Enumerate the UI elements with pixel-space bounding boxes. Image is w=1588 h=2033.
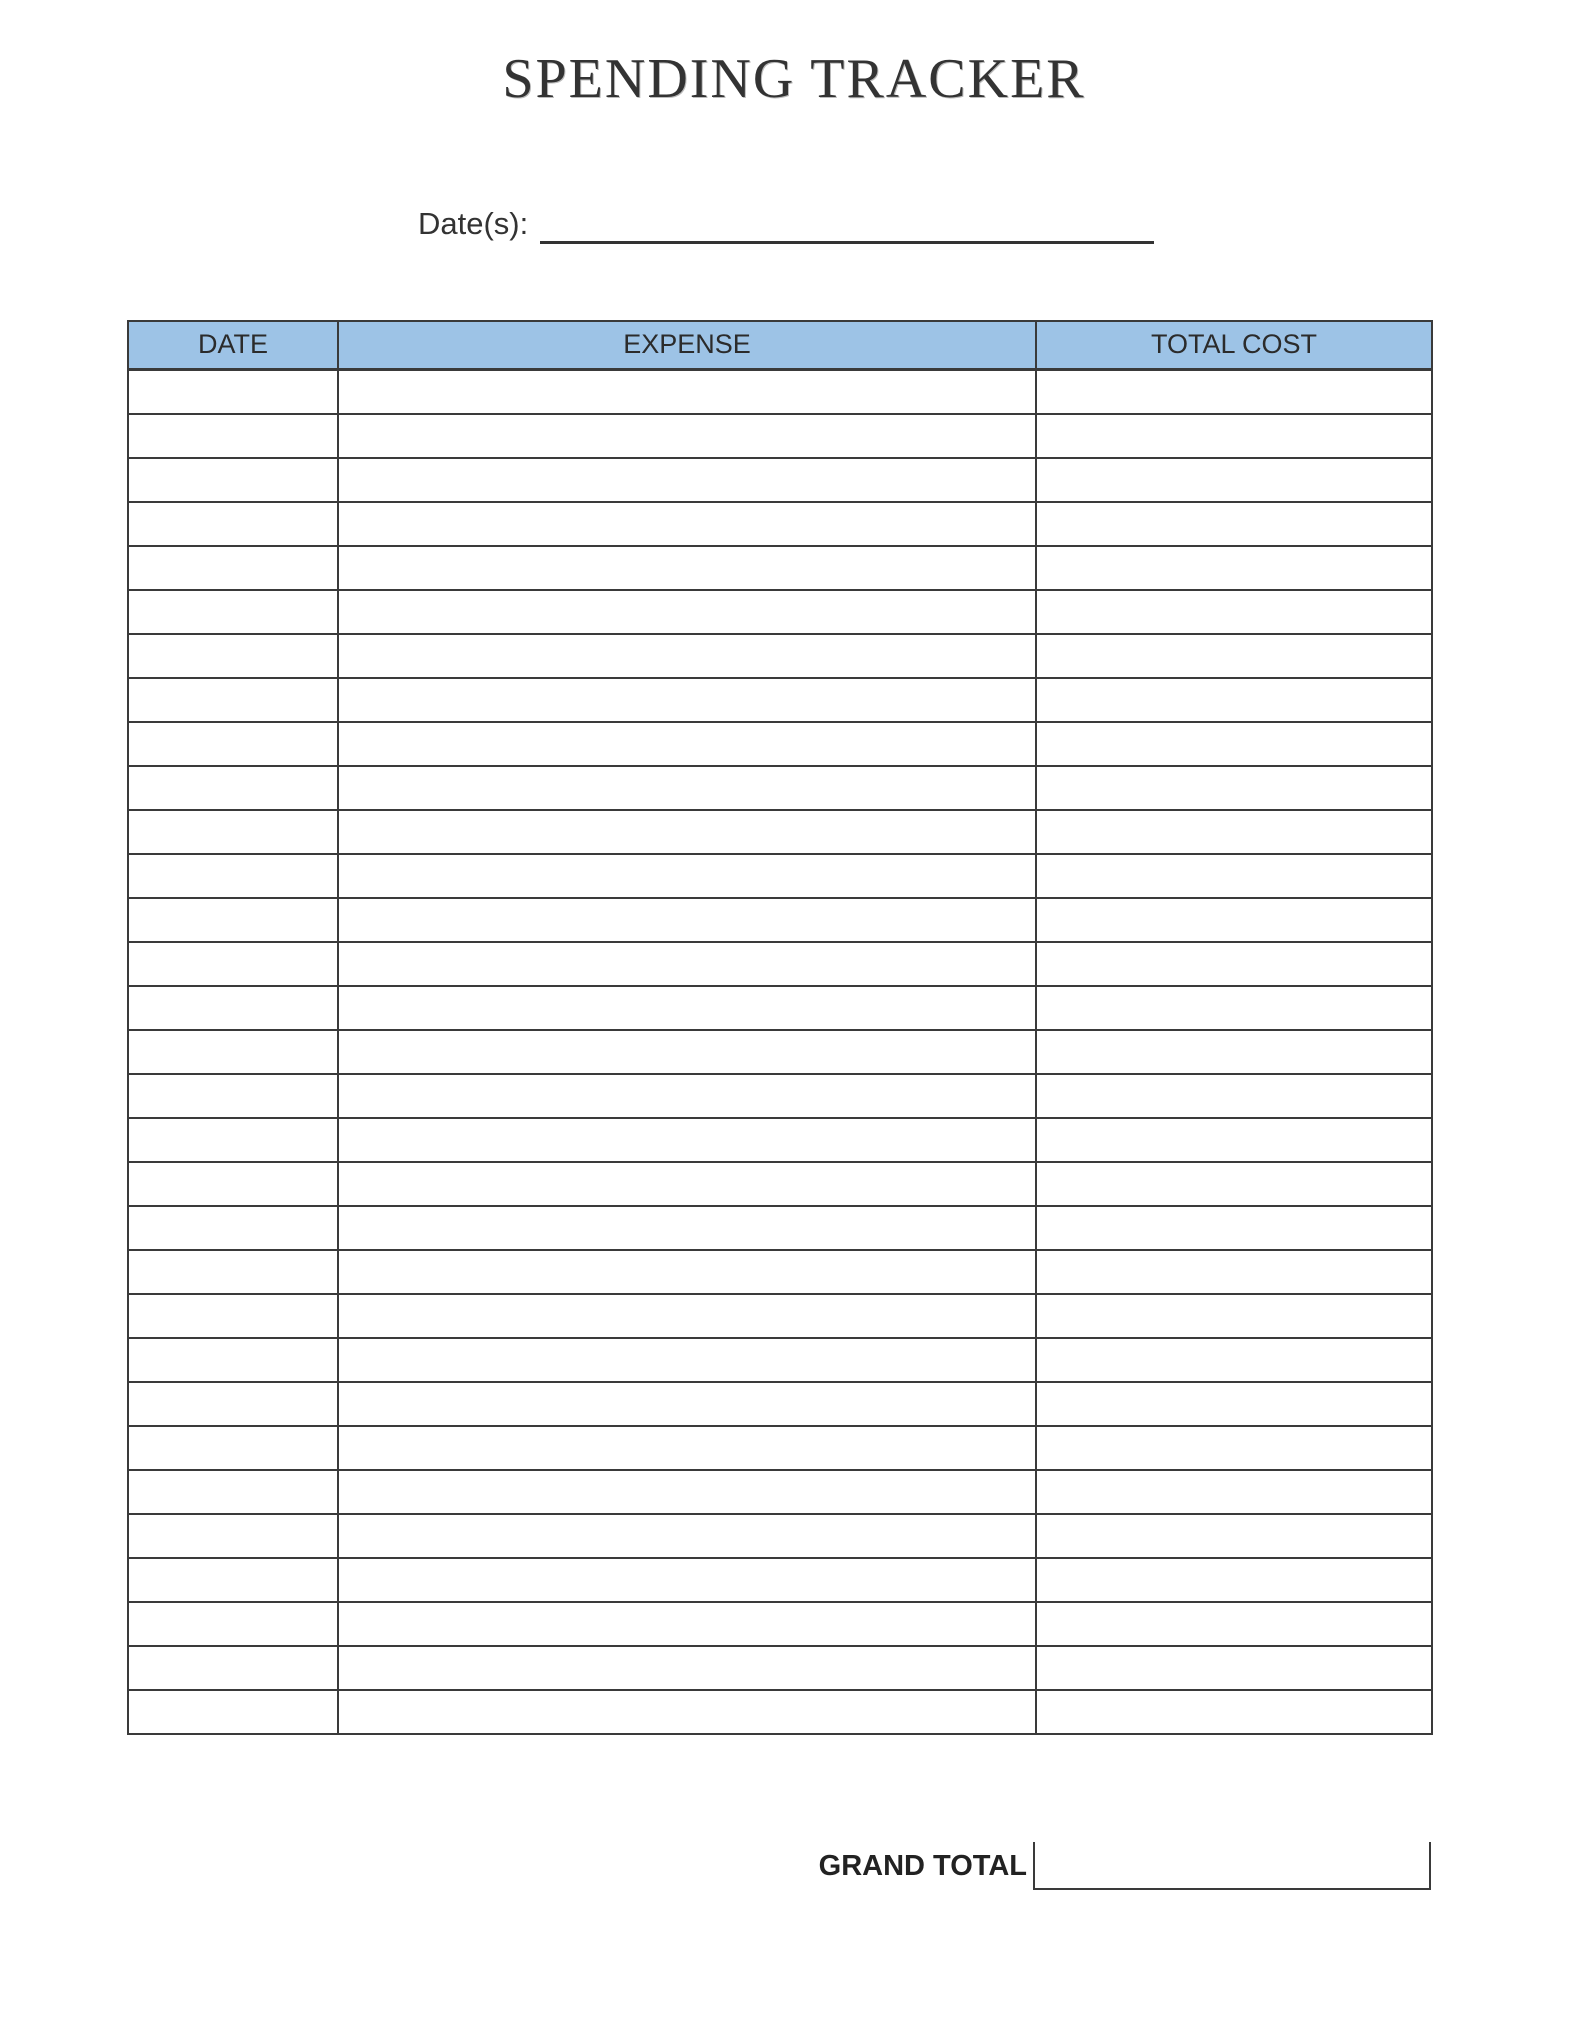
date-cell-content bbox=[129, 371, 337, 413]
table-row bbox=[128, 1382, 1432, 1426]
table-row bbox=[128, 1470, 1432, 1514]
date-cell-content bbox=[129, 723, 337, 765]
total-cost-cell[interactable] bbox=[1036, 1162, 1432, 1206]
table-row bbox=[128, 1162, 1432, 1206]
table-row bbox=[128, 1514, 1432, 1558]
expense-cell-content bbox=[339, 1295, 1035, 1337]
date-cell[interactable] bbox=[128, 1602, 338, 1646]
expense-cell-content bbox=[339, 723, 1035, 765]
expense-cell[interactable] bbox=[338, 590, 1036, 634]
expense-cell-content bbox=[339, 811, 1035, 853]
table-row bbox=[128, 414, 1432, 458]
table-row bbox=[128, 369, 1432, 414]
date-input[interactable] bbox=[540, 208, 1154, 244]
total-cost-cell[interactable] bbox=[1036, 502, 1432, 546]
table-row bbox=[128, 1074, 1432, 1118]
table-row bbox=[128, 986, 1432, 1030]
total-cost-cell-content bbox=[1037, 943, 1431, 985]
total-cost-cell-content bbox=[1037, 415, 1431, 457]
total-cost-cell[interactable] bbox=[1036, 590, 1432, 634]
total-cost-cell[interactable] bbox=[1036, 898, 1432, 942]
expense-cell[interactable] bbox=[338, 1030, 1036, 1074]
expense-cell-content bbox=[339, 1251, 1035, 1293]
total-cost-cell-content bbox=[1037, 1251, 1431, 1293]
expense-cell[interactable] bbox=[338, 414, 1036, 458]
expense-cell[interactable] bbox=[338, 1426, 1036, 1470]
expense-cell-content bbox=[339, 1119, 1035, 1161]
date-cell[interactable] bbox=[128, 942, 338, 986]
expense-cell[interactable] bbox=[338, 1294, 1036, 1338]
expense-cell[interactable] bbox=[338, 986, 1036, 1030]
date-cell-content bbox=[129, 987, 337, 1029]
table-header-row bbox=[128, 321, 1432, 369]
total-cost-cell[interactable] bbox=[1036, 546, 1432, 590]
total-cost-cell[interactable] bbox=[1036, 1690, 1432, 1734]
date-cell-content bbox=[129, 1603, 337, 1645]
date-cell[interactable] bbox=[128, 1558, 338, 1602]
page-title: SPENDING TRACKER bbox=[502, 48, 1086, 110]
table-row bbox=[128, 810, 1432, 854]
total-cost-cell-content bbox=[1037, 767, 1431, 809]
date-cell-content bbox=[129, 635, 337, 677]
date-cell[interactable] bbox=[128, 722, 338, 766]
total-cost-cell-content bbox=[1037, 1427, 1431, 1469]
date-cell[interactable] bbox=[128, 986, 338, 1030]
total-cost-cell-content bbox=[1037, 899, 1431, 941]
expense-cell-content bbox=[339, 987, 1035, 1029]
expense-cell[interactable] bbox=[338, 369, 1036, 414]
date-cell[interactable] bbox=[128, 369, 338, 414]
table-row bbox=[128, 898, 1432, 942]
date-cell[interactable] bbox=[128, 458, 338, 502]
expense-cell[interactable] bbox=[338, 1118, 1036, 1162]
table-row bbox=[128, 590, 1432, 634]
date-cell[interactable] bbox=[128, 766, 338, 810]
expense-cell-content bbox=[339, 635, 1035, 677]
expense-cell-content bbox=[339, 1163, 1035, 1205]
expense-cell-content bbox=[339, 371, 1035, 413]
table-row bbox=[128, 766, 1432, 810]
expense-cell[interactable] bbox=[338, 898, 1036, 942]
date-cell-content bbox=[129, 1515, 337, 1557]
total-cost-cell-content bbox=[1037, 1603, 1431, 1645]
column-header-total-cost: TOTAL COST bbox=[1036, 321, 1432, 369]
total-cost-cell-content bbox=[1037, 723, 1431, 765]
table-row bbox=[128, 722, 1432, 766]
total-cost-cell[interactable] bbox=[1036, 1426, 1432, 1470]
table-row bbox=[128, 502, 1432, 546]
date-cell-content bbox=[129, 1295, 337, 1337]
table-row bbox=[128, 1206, 1432, 1250]
total-cost-cell-content bbox=[1037, 1691, 1431, 1733]
total-cost-cell-content bbox=[1037, 855, 1431, 897]
total-cost-cell[interactable] bbox=[1036, 678, 1432, 722]
total-cost-cell-content bbox=[1037, 1383, 1431, 1425]
total-cost-cell[interactable] bbox=[1036, 1074, 1432, 1118]
table-row bbox=[128, 1690, 1432, 1734]
expense-cell[interactable] bbox=[338, 1470, 1036, 1514]
date-cell[interactable] bbox=[128, 898, 338, 942]
expense-cell-content bbox=[339, 1559, 1035, 1601]
total-cost-cell[interactable] bbox=[1036, 634, 1432, 678]
expense-cell[interactable] bbox=[338, 1602, 1036, 1646]
table-row bbox=[128, 854, 1432, 898]
date-cell[interactable] bbox=[128, 1338, 338, 1382]
total-cost-cell-content bbox=[1037, 1031, 1431, 1073]
expense-cell[interactable] bbox=[338, 1338, 1036, 1382]
table-row bbox=[128, 1030, 1432, 1074]
date-cell-content bbox=[129, 1691, 337, 1733]
total-cost-cell[interactable] bbox=[1036, 1030, 1432, 1074]
expense-cell[interactable] bbox=[338, 1206, 1036, 1250]
grand-total-row bbox=[127, 1842, 1431, 1890]
table-row bbox=[128, 1602, 1432, 1646]
date-cell[interactable] bbox=[128, 1646, 338, 1690]
table-row bbox=[128, 546, 1432, 590]
total-cost-cell-content bbox=[1037, 1515, 1431, 1557]
date-cell-content bbox=[129, 591, 337, 633]
date-cell[interactable] bbox=[128, 810, 338, 854]
expense-cell-content bbox=[339, 1207, 1035, 1249]
date-cell[interactable] bbox=[128, 1426, 338, 1470]
grand-total-field[interactable] bbox=[1033, 1842, 1431, 1890]
date-cell-content bbox=[129, 1383, 337, 1425]
date-cell[interactable] bbox=[128, 1294, 338, 1338]
total-cost-cell[interactable] bbox=[1036, 1646, 1432, 1690]
column-header-date: DATE bbox=[128, 321, 338, 369]
date-cell[interactable] bbox=[128, 414, 338, 458]
table-row bbox=[128, 458, 1432, 502]
total-cost-cell[interactable] bbox=[1036, 1602, 1432, 1646]
total-cost-cell-content bbox=[1037, 1119, 1431, 1161]
expense-cell-content bbox=[339, 1471, 1035, 1513]
expense-cell-content bbox=[339, 855, 1035, 897]
date-cell-content bbox=[129, 943, 337, 985]
table-row bbox=[128, 634, 1432, 678]
expense-cell-content bbox=[339, 1383, 1035, 1425]
date-cell[interactable] bbox=[128, 1250, 338, 1294]
total-cost-cell-content bbox=[1037, 371, 1431, 413]
date-cell-content bbox=[129, 1471, 337, 1513]
date-cell-content bbox=[129, 459, 337, 501]
table-row bbox=[128, 1118, 1432, 1162]
table-row bbox=[128, 1558, 1432, 1602]
expense-cell[interactable] bbox=[338, 546, 1036, 590]
total-cost-cell[interactable] bbox=[1036, 1294, 1432, 1338]
expense-cell-content bbox=[339, 899, 1035, 941]
date-cell-content bbox=[129, 1559, 337, 1601]
date-label: Date(s): bbox=[418, 206, 529, 241]
total-cost-cell-content bbox=[1037, 1295, 1431, 1337]
date-cell[interactable] bbox=[128, 1470, 338, 1514]
expense-cell-content bbox=[339, 547, 1035, 589]
date-cell-content bbox=[129, 415, 337, 457]
total-cost-cell[interactable] bbox=[1036, 458, 1432, 502]
total-cost-cell[interactable] bbox=[1036, 766, 1432, 810]
total-cost-cell-content bbox=[1037, 1207, 1431, 1249]
date-cell-content bbox=[129, 811, 337, 853]
expense-cell-content bbox=[339, 591, 1035, 633]
expense-cell[interactable] bbox=[338, 678, 1036, 722]
expense-cell[interactable] bbox=[338, 1690, 1036, 1734]
total-cost-cell-content bbox=[1037, 1339, 1431, 1381]
date-cell[interactable] bbox=[128, 678, 338, 722]
expense-cell-content bbox=[339, 1427, 1035, 1469]
table-row bbox=[128, 1294, 1432, 1338]
date-cell[interactable] bbox=[128, 1118, 338, 1162]
total-cost-cell[interactable] bbox=[1036, 942, 1432, 986]
expense-cell[interactable] bbox=[338, 1074, 1036, 1118]
expense-cell[interactable] bbox=[338, 1558, 1036, 1602]
total-cost-cell-content bbox=[1037, 591, 1431, 633]
total-cost-cell-content bbox=[1037, 1559, 1431, 1601]
table-body bbox=[128, 369, 1432, 1734]
date-cell[interactable] bbox=[128, 1074, 338, 1118]
total-cost-cell[interactable] bbox=[1036, 1118, 1432, 1162]
expense-cell-content bbox=[339, 1691, 1035, 1733]
expense-cell-content bbox=[339, 1075, 1035, 1117]
date-cell[interactable] bbox=[128, 1206, 338, 1250]
total-cost-cell[interactable] bbox=[1036, 1558, 1432, 1602]
expense-cell[interactable] bbox=[338, 458, 1036, 502]
total-cost-cell[interactable] bbox=[1036, 1250, 1432, 1294]
total-cost-cell-content bbox=[1037, 679, 1431, 721]
expense-cell[interactable] bbox=[338, 854, 1036, 898]
total-cost-cell[interactable] bbox=[1036, 369, 1432, 414]
date-cell[interactable] bbox=[128, 854, 338, 898]
expense-cell[interactable] bbox=[338, 810, 1036, 854]
column-header-expense: EXPENSE bbox=[338, 321, 1036, 369]
date-cell-content bbox=[129, 899, 337, 941]
total-cost-cell[interactable] bbox=[1036, 854, 1432, 898]
total-cost-cell-content bbox=[1037, 987, 1431, 1029]
expense-cell-content bbox=[339, 679, 1035, 721]
expense-cell-content bbox=[339, 767, 1035, 809]
total-cost-cell[interactable] bbox=[1036, 1514, 1432, 1558]
date-cell-content bbox=[129, 1207, 337, 1249]
total-cost-cell[interactable] bbox=[1036, 1382, 1432, 1426]
expense-cell-content bbox=[339, 459, 1035, 501]
date-range-field bbox=[418, 200, 1154, 244]
date-cell-content bbox=[129, 1647, 337, 1689]
total-cost-cell[interactable] bbox=[1036, 722, 1432, 766]
total-cost-cell[interactable] bbox=[1036, 1470, 1432, 1514]
total-cost-cell[interactable] bbox=[1036, 1206, 1432, 1250]
expense-cell[interactable] bbox=[338, 1250, 1036, 1294]
date-cell[interactable] bbox=[128, 546, 338, 590]
total-cost-cell-content bbox=[1037, 1075, 1431, 1117]
table-row bbox=[128, 1646, 1432, 1690]
expense-cell-content bbox=[339, 1603, 1035, 1645]
date-cell[interactable] bbox=[128, 1514, 338, 1558]
total-cost-cell-content bbox=[1037, 811, 1431, 853]
total-cost-cell-content bbox=[1037, 1471, 1431, 1513]
date-cell-content bbox=[129, 1163, 337, 1205]
date-cell-content bbox=[129, 1339, 337, 1381]
total-cost-cell-content bbox=[1037, 1647, 1431, 1689]
date-cell-content bbox=[129, 503, 337, 545]
expense-cell-content bbox=[339, 943, 1035, 985]
expense-cell[interactable] bbox=[338, 942, 1036, 986]
date-cell-content bbox=[129, 767, 337, 809]
expense-cell[interactable] bbox=[338, 766, 1036, 810]
date-cell-content bbox=[129, 1427, 337, 1469]
total-cost-cell-content bbox=[1037, 503, 1431, 545]
grand-total-label: GRAND TOTAL bbox=[818, 1850, 1027, 1882]
date-cell-content bbox=[129, 855, 337, 897]
total-cost-cell[interactable] bbox=[1036, 810, 1432, 854]
table-row bbox=[128, 1338, 1432, 1382]
date-cell-content bbox=[129, 1119, 337, 1161]
expense-cell[interactable] bbox=[338, 1382, 1036, 1426]
date-cell-content bbox=[129, 1251, 337, 1293]
total-cost-cell-content bbox=[1037, 547, 1431, 589]
total-cost-cell-content bbox=[1037, 1163, 1431, 1205]
expense-cell[interactable] bbox=[338, 1162, 1036, 1206]
date-cell[interactable] bbox=[128, 502, 338, 546]
date-cell[interactable] bbox=[128, 1690, 338, 1734]
table-row bbox=[128, 1426, 1432, 1470]
date-cell[interactable] bbox=[128, 1162, 338, 1206]
spending-table bbox=[127, 320, 1433, 1735]
date-cell-content bbox=[129, 1031, 337, 1073]
table-row bbox=[128, 678, 1432, 722]
total-cost-cell[interactable] bbox=[1036, 1338, 1432, 1382]
expense-cell[interactable] bbox=[338, 722, 1036, 766]
date-cell-content bbox=[129, 679, 337, 721]
total-cost-cell-content bbox=[1037, 459, 1431, 501]
expense-cell[interactable] bbox=[338, 1646, 1036, 1690]
expense-cell-content bbox=[339, 1031, 1035, 1073]
total-cost-cell[interactable] bbox=[1036, 986, 1432, 1030]
date-cell[interactable] bbox=[128, 590, 338, 634]
date-cell[interactable] bbox=[128, 1030, 338, 1074]
date-cell[interactable] bbox=[128, 1382, 338, 1426]
expense-cell[interactable] bbox=[338, 1514, 1036, 1558]
expense-cell-content bbox=[339, 1647, 1035, 1689]
expense-cell-content bbox=[339, 415, 1035, 457]
total-cost-cell[interactable] bbox=[1036, 414, 1432, 458]
date-cell-content bbox=[129, 1075, 337, 1117]
expense-cell[interactable] bbox=[338, 634, 1036, 678]
date-cell[interactable] bbox=[128, 634, 338, 678]
date-cell-content bbox=[129, 547, 337, 589]
expense-cell-content bbox=[339, 1339, 1035, 1381]
total-cost-cell-content bbox=[1037, 635, 1431, 677]
expense-cell-content bbox=[339, 1515, 1035, 1557]
table-row bbox=[128, 942, 1432, 986]
table-row bbox=[128, 1250, 1432, 1294]
expense-cell[interactable] bbox=[338, 502, 1036, 546]
expense-cell-content bbox=[339, 503, 1035, 545]
